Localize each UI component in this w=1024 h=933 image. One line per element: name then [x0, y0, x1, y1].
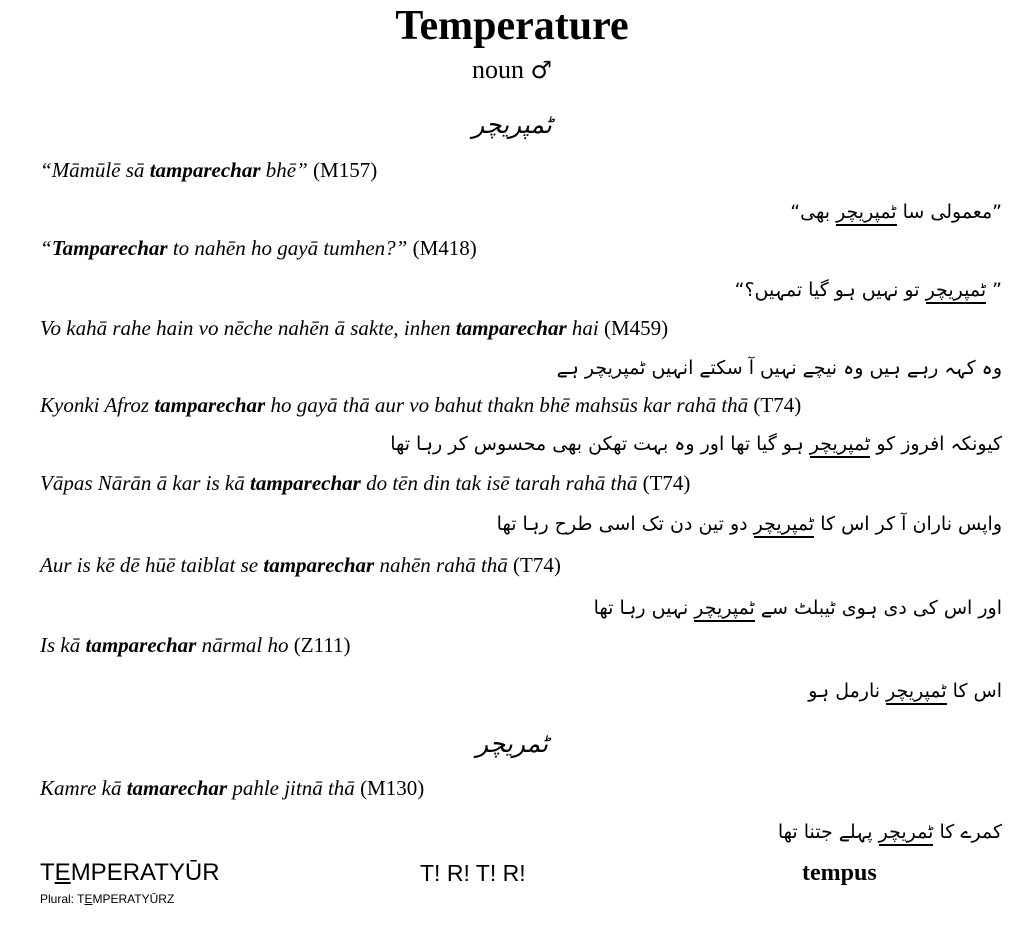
- keyword: tamarechar: [126, 776, 228, 800]
- example-urdu: [557, 354, 1002, 382]
- example-text: ho gayā thā aur vo bahut thakn bhē mahsūs kar rahā thā: [265, 393, 749, 417]
- plural-label: Plural:: [40, 892, 78, 906]
- part-of-speech: noun: [471, 55, 524, 84]
- pronunciation-text: MPERATYŪR: [70, 859, 220, 886]
- keyword: tamparechar: [149, 158, 261, 182]
- example-roman: [40, 235, 477, 261]
- example-urdu: [497, 510, 1002, 538]
- example-text: bhē: [260, 158, 297, 182]
- male-gender-icon: ♂: [530, 56, 552, 84]
- example-roman: [40, 392, 801, 418]
- urdu-text: اس کا: [946, 680, 1002, 702]
- urdu-text: کیونکہ افروز کو: [870, 433, 1002, 455]
- example-text: Kamre kā: [40, 776, 127, 800]
- example-roman: [40, 157, 377, 183]
- example-text: Kyonki Afroz: [40, 393, 155, 417]
- example-urdu: [790, 198, 1002, 226]
- source-ref: (T74): [507, 553, 561, 577]
- etymology: tempus: [802, 860, 877, 886]
- keyword: Tamparechar: [51, 236, 168, 260]
- example-urdu: [594, 594, 1002, 622]
- sound-cue: T! R! T! R!: [420, 860, 526, 886]
- pronunciation-stress: E: [54, 859, 71, 886]
- urdu-text: وہ کہہ رہے ہیں وہ نیچے نہیں آ سکتے انہیں: [645, 357, 1002, 379]
- source-ref: (T74): [748, 393, 802, 417]
- example-text: Aur is kē dē hūē taiblat se: [40, 553, 264, 577]
- plural-text: T: [77, 892, 85, 906]
- urdu-text: نارمل ہو: [808, 680, 887, 702]
- example-roman: [40, 775, 424, 801]
- close-quote: ”: [296, 158, 308, 182]
- keyword: tamparechar: [263, 553, 375, 577]
- urdu-keyword: ٹمپریچر: [754, 513, 815, 538]
- example-roman: [40, 632, 351, 658]
- part-of-speech-line: [0, 54, 1024, 86]
- keyword: tamparechar: [455, 316, 567, 340]
- example-roman: [40, 552, 561, 578]
- keyword: tamparechar: [250, 471, 361, 495]
- example-text: do tēn din tak isē tarah rahā thā: [360, 471, 638, 495]
- plural-text: MPERATYŪRZ: [92, 892, 175, 906]
- example-roman: [40, 315, 668, 341]
- urdu-keyword: ٹمپریچر: [694, 597, 755, 622]
- close-quote: ”: [395, 236, 408, 260]
- urdu-text: بھی“: [790, 201, 837, 223]
- urdu-text: اور اس کی دی ہوی ٹیبلٹ سے: [754, 597, 1002, 619]
- keyword: tamparechar: [154, 393, 266, 417]
- urdu-text: ”معمولی سا: [896, 201, 1002, 223]
- example-urdu: [778, 818, 1002, 846]
- example-text: Vo kahā rahe hain vo nēche nahēn ā sakte, inhen: [40, 316, 456, 340]
- example-roman: [40, 470, 690, 496]
- urdu-text: تو نہیں ہو گیا تمہیں؟“: [734, 279, 926, 301]
- urdu-keyword: ٹمپریچر: [810, 433, 871, 458]
- source-ref: (Z111): [288, 633, 351, 657]
- urdu-text: ہے: [556, 357, 585, 379]
- urdu-text: دو تین دن تک اسی طرح رہا تھا: [496, 513, 754, 535]
- example-text: nahēn rahā thā: [374, 553, 508, 577]
- example-text: Is kā: [40, 633, 86, 657]
- headword-urdu-variant: ٹمریچر: [475, 729, 549, 758]
- urdu-text: ہو گیا تھا اور وہ بہت تھکن بھی محسوس کر رہا تھا: [390, 433, 810, 455]
- urdu-text: نہیں رہا تھا: [593, 597, 695, 619]
- plural-form: [40, 891, 174, 907]
- example-text: to nahēn ho gayā tumhen?: [167, 236, 396, 260]
- source-ref: (M157): [307, 158, 378, 182]
- source-ref: (T74): [637, 471, 691, 495]
- example-text: Māmūlē sā: [51, 158, 150, 182]
- headword-urdu: ٹمپریچر: [472, 110, 552, 139]
- urdu-text: کمرے کا: [933, 821, 1002, 843]
- urdu-keyword: ٹمپریچر: [926, 279, 987, 304]
- urdu-text: پہلے جتنا تھا: [777, 821, 879, 843]
- example-urdu: [390, 430, 1002, 458]
- urdu-keyword: ٹمپریچر: [584, 357, 646, 379]
- example-text: Vāpas Nārān ā kar is kā: [40, 471, 250, 495]
- open-quote: “: [40, 236, 52, 260]
- example-urdu: [735, 276, 1002, 304]
- urdu-text: ”: [986, 279, 1002, 301]
- example-text: nārmal ho: [196, 633, 289, 657]
- source-ref: (M130): [354, 776, 425, 800]
- source-ref: (M418): [407, 236, 477, 260]
- urdu-keyword: ٹمپریچر: [886, 680, 947, 705]
- example-text: hai: [566, 316, 599, 340]
- plural-stress: E: [84, 892, 93, 906]
- urdu-text: واپس ناران آ کر اس کا: [814, 513, 1002, 535]
- open-quote: “: [40, 158, 52, 182]
- source-ref: (M459): [598, 316, 669, 340]
- urdu-keyword: ٹمریچر: [879, 821, 934, 846]
- pronunciation: [40, 858, 220, 888]
- example-urdu: [808, 677, 1002, 705]
- pronunciation-text: T: [40, 859, 55, 886]
- urdu-keyword: ٹمپریچر: [836, 201, 897, 226]
- keyword: tamparechar: [85, 633, 197, 657]
- entry-title: Temperature: [395, 3, 629, 49]
- example-text: pahle jitnā thā: [227, 776, 355, 800]
